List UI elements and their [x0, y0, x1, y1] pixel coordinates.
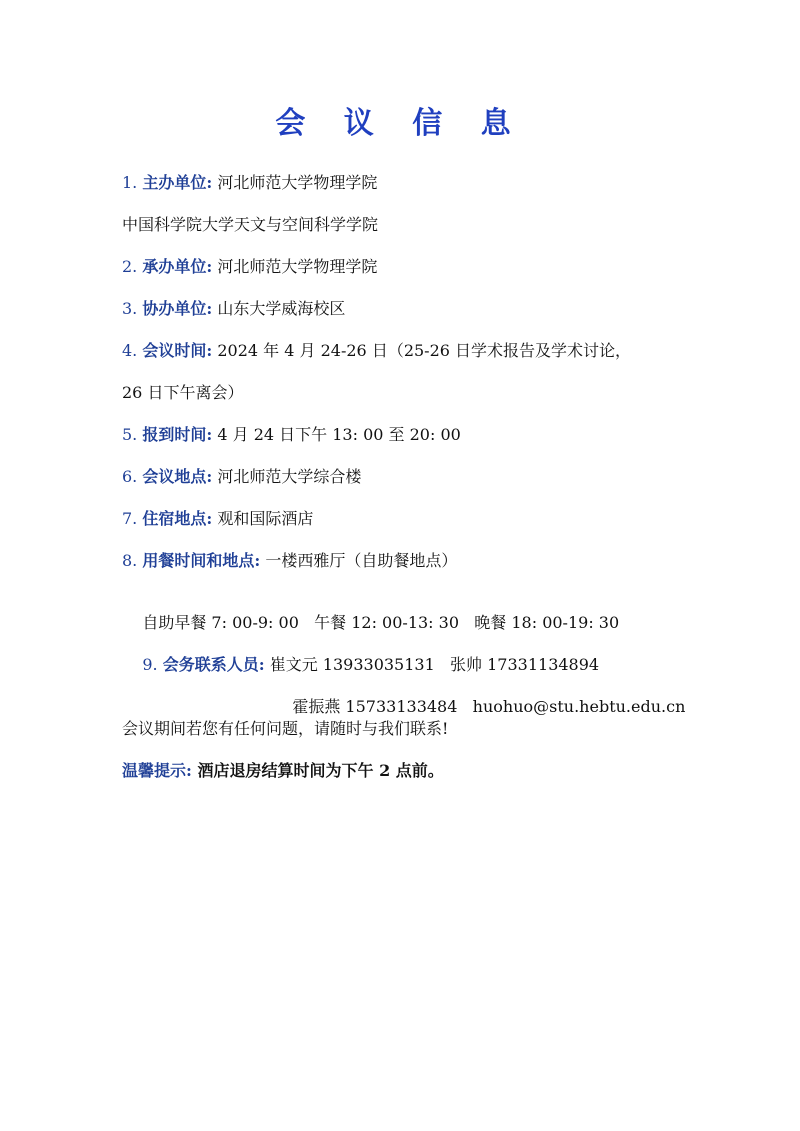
item-label: 会议地点: — [142, 467, 213, 486]
item-value: 2024 年 4 月 24-26 日（25-26 日学术报告及学术讨论， — [212, 341, 632, 360]
item-value: 霍振燕 15733133484 huohuo@stu.hebtu.edu.cn — [292, 697, 686, 716]
item-value: 河北师范大学物理学院 — [212, 257, 378, 276]
item-label: 主办单位: — [142, 173, 213, 192]
item-label: 承办单位: — [142, 257, 213, 276]
item-value: 中国科学院大学天文与空间科学学院 — [122, 215, 379, 234]
item-value: 酒店退房结算时间为下午 2 点前。 — [191, 761, 444, 780]
page-title: 会 议 信 息 — [275, 106, 525, 141]
item-label: 报到时间: — [142, 425, 213, 444]
item-number: 8. — [122, 551, 143, 570]
item-number: 9. — [142, 655, 163, 674]
item-value: 河北师范大学综合楼 — [212, 467, 362, 486]
item-value: 河北师范大学物理学院 — [212, 173, 378, 192]
item-label: 协办单位: — [142, 299, 213, 318]
info-line-accommodation — [122, 509, 313, 529]
item-value: 一楼西雅厅（自助餐地点） — [260, 551, 458, 570]
info-line-organizer-2 — [122, 215, 378, 235]
item-label: 会务联系人员: — [162, 655, 265, 674]
info-line-venue — [122, 467, 361, 487]
item-label: 用餐时间和地点: — [142, 551, 261, 570]
item-number: 7. — [122, 509, 143, 528]
item-value: 26 日下午离会） — [122, 383, 244, 402]
item-value: 山东大学威海校区 — [212, 299, 346, 318]
item-label: 温馨提示: — [122, 761, 192, 780]
info-line-note — [122, 719, 448, 739]
item-label: 会议时间: — [142, 341, 213, 360]
item-number: 4. — [122, 341, 143, 360]
item-value: 自助早餐 7: 00-9: 00 午餐 12: 00-13: 30 晚餐 18: 00-19: 30 — [142, 613, 620, 632]
item-number: 1. — [122, 173, 143, 192]
item-value: 4 月 24 日下午 13: 00 至 20: 00 — [212, 425, 461, 444]
item-value: 观和国际酒店 — [212, 509, 314, 528]
info-line-date-2 — [122, 383, 243, 403]
info-line-registration — [122, 425, 461, 445]
item-value: 会议期间若您有任何问题，请随时与我们联系! — [122, 719, 449, 738]
item-number: 3. — [122, 299, 143, 318]
info-line-organizer — [122, 173, 377, 193]
info-line-dining — [122, 551, 457, 571]
item-number: 5. — [122, 425, 143, 444]
item-label: 住宿地点: — [142, 509, 213, 528]
info-line-reminder — [122, 761, 444, 781]
item-value: 崔文元 13933035131 张帅 17331134894 — [264, 655, 600, 674]
info-line-host — [122, 257, 377, 277]
item-number: 6. — [122, 467, 143, 486]
info-line-co-organizer — [122, 299, 345, 319]
item-number: 2. — [122, 257, 143, 276]
info-line-date — [122, 341, 631, 361]
